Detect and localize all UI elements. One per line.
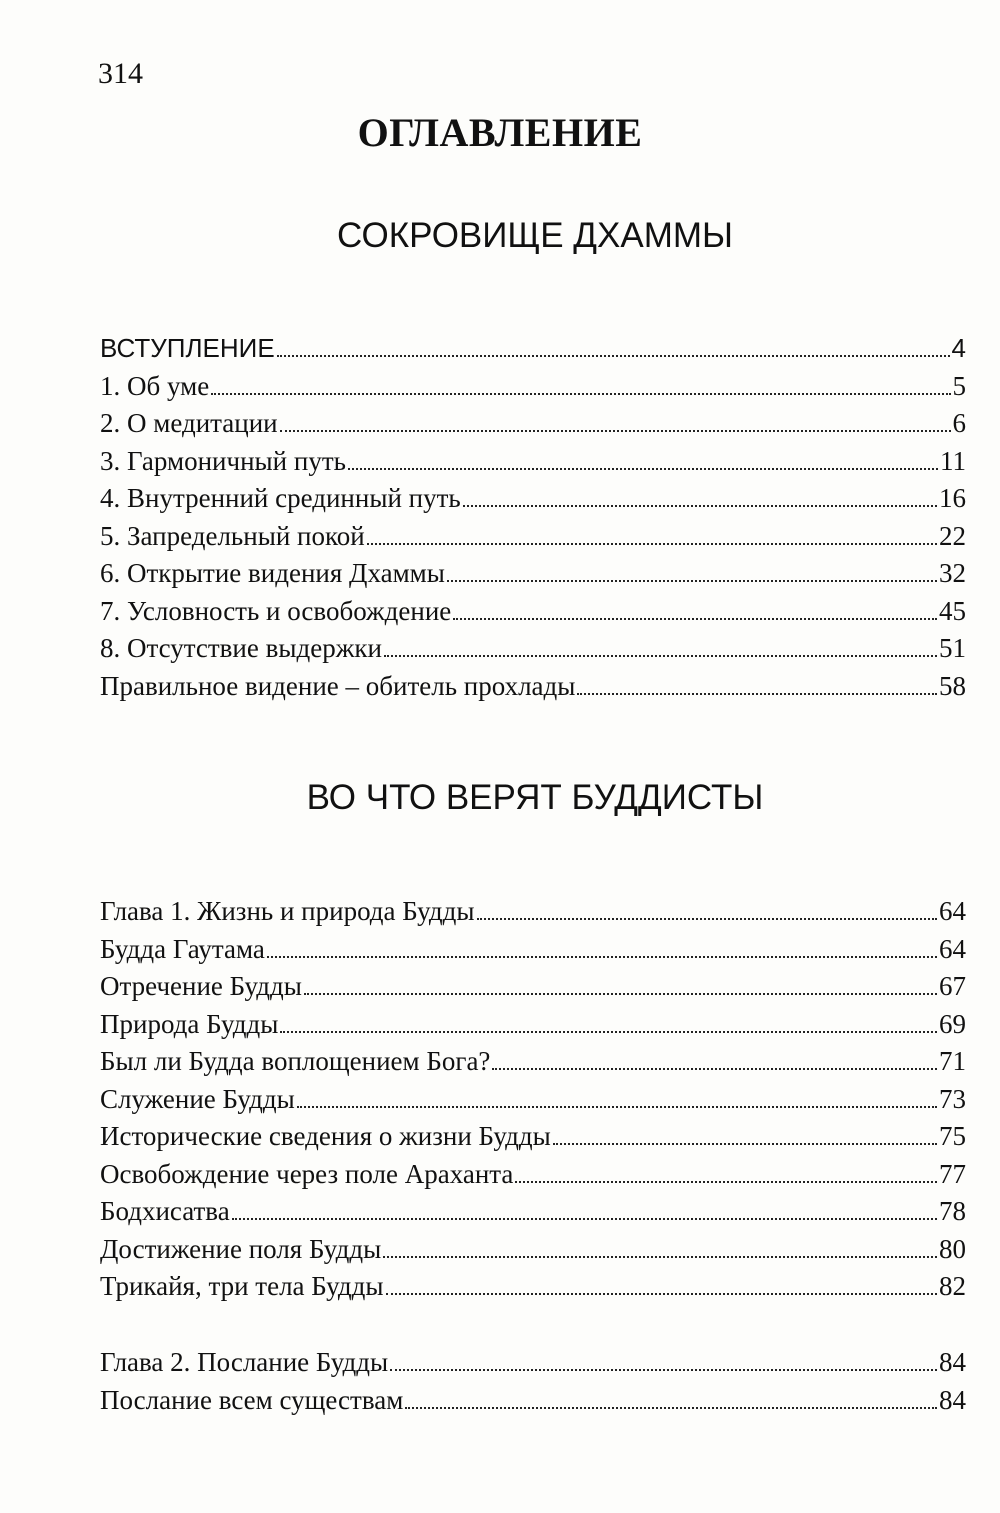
entry-title: 5. Запредельный покой <box>100 520 365 551</box>
entry-page: 69 <box>939 1008 966 1039</box>
toc-entry <box>100 593 966 631</box>
toc-entry <box>100 668 966 706</box>
entry-title: ВСТУПЛЕНИЕ <box>100 333 275 363</box>
dot-leader <box>304 993 937 995</box>
dot-leader <box>383 1256 937 1258</box>
dot-leader <box>267 956 937 958</box>
entry-title: Глава 2. Послание Будды <box>100 1347 389 1377</box>
dot-leader <box>367 543 937 545</box>
entry-title: Освобождение через поле Араханта <box>100 1158 514 1189</box>
entry-page: 16 <box>939 483 966 513</box>
toc-entry <box>100 1081 966 1119</box>
entry-page: 73 <box>939 1083 966 1114</box>
toc-entry <box>100 968 966 1006</box>
entry-page: 71 <box>939 1046 966 1076</box>
dot-leader <box>297 1106 937 1108</box>
entry-title: Будда Гаутама <box>100 933 265 964</box>
entry-title: Трикайя, три тела Будды <box>100 1271 384 1301</box>
entry-page: 51 <box>939 633 966 663</box>
dot-leader <box>390 1369 937 1371</box>
dot-leader <box>553 1143 937 1145</box>
toc-entry <box>100 518 966 556</box>
entry-title: 3. Гармоничный путь <box>100 445 346 476</box>
dot-leader <box>447 580 937 582</box>
dot-leader <box>453 618 937 620</box>
toc-entry <box>100 1043 966 1081</box>
toc-entry <box>100 1156 966 1194</box>
toc-entry <box>100 1118 966 1156</box>
dot-leader <box>386 1293 937 1295</box>
toc-entry <box>100 893 966 931</box>
toc-entry <box>100 1193 966 1231</box>
toc-entry <box>100 555 966 593</box>
toc-entry <box>100 1006 966 1044</box>
entry-title: 1. Об уме <box>100 370 210 401</box>
entry-page: 11 <box>940 445 966 476</box>
entry-title: Правильное видение – обитель прохлады <box>100 670 576 701</box>
entry-title: 4. Внутренний срединный путь <box>100 483 461 513</box>
dot-leader <box>232 1218 937 1220</box>
entry-title: Служение Будды <box>100 1083 295 1114</box>
entry-page: 64 <box>939 896 966 926</box>
dot-leader <box>280 1031 937 1033</box>
dot-leader <box>280 430 951 432</box>
entry-page: 75 <box>939 1121 966 1151</box>
toc-entry <box>100 931 966 969</box>
dot-leader <box>477 918 937 920</box>
toc-list-chapter-2 <box>100 1344 966 1419</box>
toc-list-chapter-1 <box>100 893 966 1306</box>
dot-leader <box>348 468 938 470</box>
section-title-buddhists: ВО ЧТО ВЕРЯТ БУДДИСТЫ <box>306 778 764 817</box>
toc-entry <box>100 330 966 368</box>
dot-leader <box>384 655 937 657</box>
toc-entry <box>100 443 966 481</box>
entry-title: 8. Отсутствие выдержки <box>100 633 382 663</box>
dot-leader <box>577 693 937 695</box>
dot-leader <box>492 1068 937 1070</box>
entry-page: 82 <box>939 1271 966 1301</box>
entry-page: 58 <box>939 670 966 701</box>
toc-entry <box>100 1268 966 1306</box>
entry-page: 6 <box>952 408 966 438</box>
toc-entry <box>100 1231 966 1269</box>
page-number: 314 <box>98 57 143 90</box>
entry-page: 45 <box>939 595 966 626</box>
section-title-dhamma: СОКРОВИЩЕ ДХАММЫ <box>337 216 733 255</box>
toc-entry <box>100 630 966 668</box>
dot-leader <box>463 505 937 507</box>
toc-entry <box>100 480 966 518</box>
entry-title: 2. О медитации <box>100 408 278 438</box>
entry-title: Природа Будды <box>100 1008 279 1039</box>
entry-title: 7. Условность и освобождение <box>100 595 452 626</box>
toc-entry <box>100 368 966 406</box>
entry-title: Был ли Будда воплощением Бога? <box>100 1046 491 1076</box>
toc-entry <box>100 1382 966 1420</box>
entry-page: 64 <box>939 933 966 964</box>
dot-leader <box>211 393 950 395</box>
entry-page: 4 <box>951 333 966 363</box>
toc-entry <box>100 405 966 443</box>
entry-title: Глава 1. Жизнь и природа Будды <box>100 896 475 926</box>
dot-leader <box>405 1407 937 1409</box>
entry-title: Отречение Будды <box>100 971 302 1001</box>
dot-leader <box>277 355 950 357</box>
entry-page: 84 <box>939 1347 966 1377</box>
entry-title: Исторические сведения о жизни Будды <box>100 1121 551 1151</box>
dot-leader <box>515 1181 937 1183</box>
entry-page: 32 <box>939 558 966 588</box>
entry-title: 6. Открытие видения Дхаммы <box>100 558 445 588</box>
entry-title: Бодхисатва <box>100 1196 230 1226</box>
toc-entry <box>100 1344 966 1382</box>
entry-title: Достижение поля Будды <box>100 1233 382 1264</box>
entry-page: 80 <box>939 1233 966 1264</box>
book-title: ОГЛАВЛЕНИЕ <box>357 110 643 155</box>
entry-page: 22 <box>939 520 966 551</box>
toc-list-dhamma <box>100 330 966 705</box>
entry-page: 67 <box>939 971 966 1001</box>
entry-page: 78 <box>939 1196 966 1226</box>
entry-page: 84 <box>939 1384 966 1415</box>
entry-page: 5 <box>952 370 966 401</box>
entry-title: Послание всем существам <box>100 1384 404 1415</box>
entry-page: 77 <box>939 1158 966 1189</box>
